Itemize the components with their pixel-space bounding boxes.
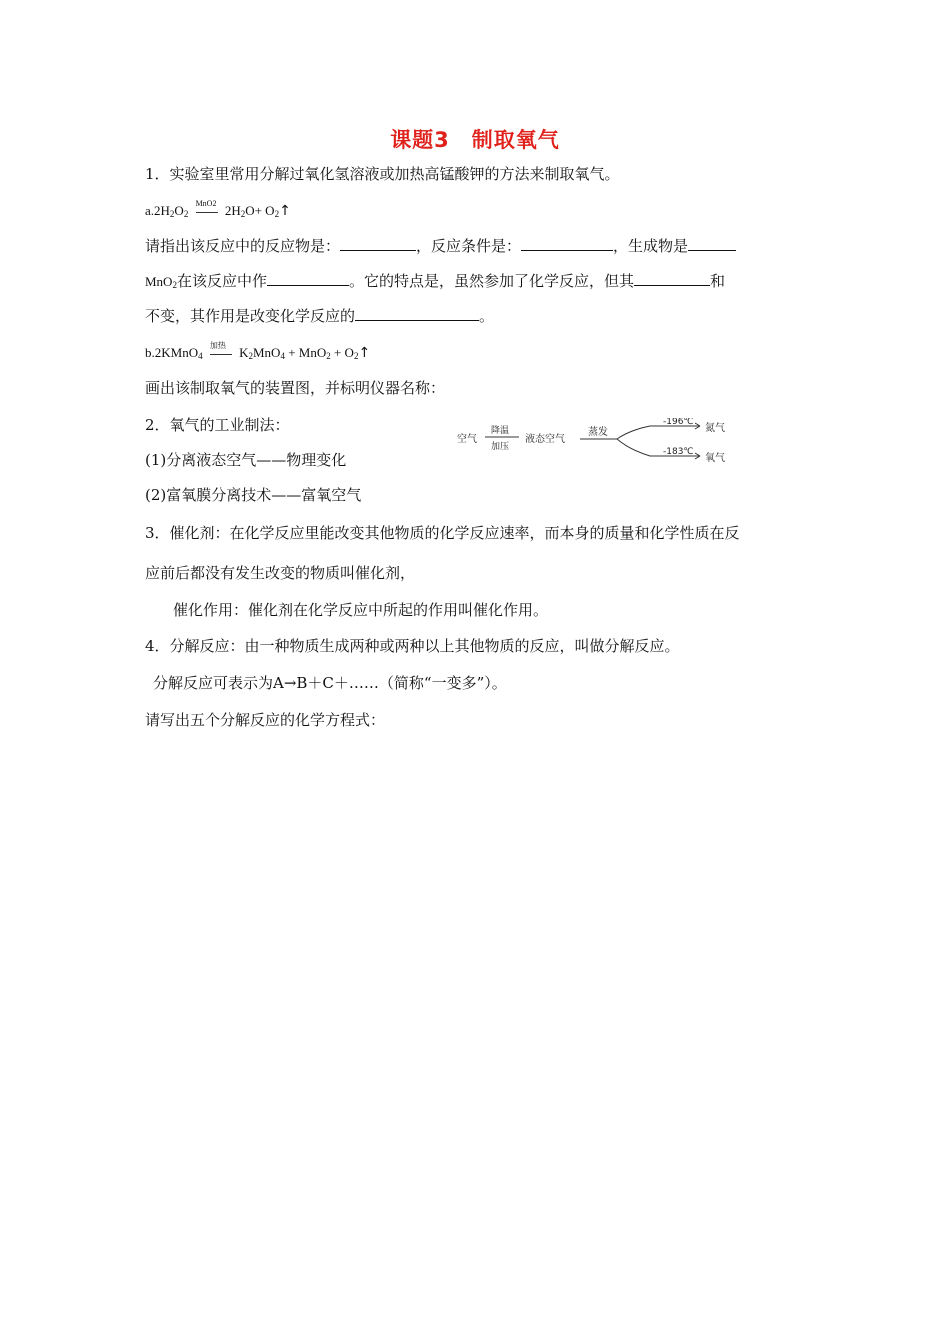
diagram-pressurize: 加压: [491, 442, 510, 452]
q1-intro: 1．实验室里常用分解过氧化氢溶液或加热高锰酸钾的方法来制取氧气。: [145, 165, 620, 183]
q2-heading: 2．氧气的工业制法：: [145, 416, 290, 434]
condition-blank[interactable]: [521, 236, 613, 251]
diagram-temp-o2: -183℃: [663, 447, 694, 457]
period: 。: [479, 307, 495, 325]
q4-line-1: 4．分解反应：由一种物质生成两种或两种以上其他物质的反应，叫做分解反应。: [145, 637, 680, 655]
reaction-condition-heat: [209, 341, 232, 361]
diagram-temp-n2: -196℃: [663, 418, 694, 427]
q1-blanks-line1: [145, 236, 736, 256]
q1-blanks-line3: [145, 306, 494, 326]
prompt-reactant: 请指出该反应中的反应物是：: [145, 237, 341, 255]
air-separation-diagram: [455, 418, 755, 468]
q2-item-2: (2)富氧膜分离技术——富氧空气: [145, 486, 362, 504]
equation-a: $a.2H_2O_2$ MnO2 $2H_2O+$ $O_2↑$: [145, 199, 291, 219]
q4-line-2: 分解反应可表示为A→B＋C＋……（简称“一变多”）。: [153, 674, 507, 692]
branch-n2-arrow: [617, 426, 700, 439]
gas-arrow-icon: ↑: [358, 345, 371, 361]
unchanged-text: 不变，其作用是改变化学反应的: [145, 307, 356, 325]
property-blank[interactable]: [634, 271, 710, 286]
mno2-formula: MnO$_2$: [145, 274, 177, 290]
equation-b-prefix: b.: [145, 345, 155, 360]
reaction-condition-catalyst: [195, 199, 218, 219]
q3-line-3: 催化作用：催化剂在化学反应中所起的作用叫催化作用。: [173, 601, 549, 619]
q3-line-2: 应前后都没有发生改变的物质叫催化剂，: [145, 564, 416, 582]
reaction-arrow-line: [210, 354, 232, 355]
reaction-arrow-line: [196, 212, 218, 213]
gas-arrow-icon: ↑: [279, 203, 291, 219]
rate-blank[interactable]: [355, 306, 479, 321]
mno2-role-prefix: 在该反应中作: [176, 272, 267, 290]
diagram-n2: 氮气: [705, 423, 725, 434]
q4-line-3: 请写出五个分解反应的化学方程式：: [145, 711, 386, 729]
diagram-cool: 降温: [491, 426, 510, 436]
heat-label: 加热: [209, 341, 226, 351]
diagram-o2: 氧气: [705, 453, 725, 464]
catalyst-label: MnO2: [195, 199, 217, 209]
prompt-product: ，生成物是: [613, 237, 689, 255]
q2-item-1: (1)分离液态空气——物理变化: [145, 451, 347, 469]
reactant-blank[interactable]: [340, 236, 416, 251]
prompt-condition: ，反应条件是：: [416, 237, 522, 255]
product-blank[interactable]: [688, 236, 736, 251]
equation-a-prefix: a.: [145, 203, 155, 218]
diagram-air: 空气: [457, 434, 477, 445]
q3-line-1: 3．催化剂：在化学反应里能改变其他物质的化学反应速率，而本身的质量和化学性质在反: [145, 524, 740, 542]
draw-apparatus-prompt: 画出该制取氧气的装置图，并标明仪器名称：: [145, 379, 446, 397]
q1-blanks-line2: [145, 271, 725, 292]
equation-b: b.2KMnO$_4$ 加热 $K_2MnO_4 + MnO_2$ + $O_2↑$: [145, 341, 371, 361]
mno2-role-middle: 。它的特点是，虽然参加了化学反应，但其: [348, 272, 634, 290]
mno2-role-end: 和: [709, 272, 725, 290]
diagram-liquid-air: 液态空气: [525, 434, 565, 445]
diagram-evaporate: 蒸发: [588, 427, 608, 438]
page-title: 课题3 制取氧气: [390, 128, 560, 152]
role-blank[interactable]: [267, 271, 349, 286]
